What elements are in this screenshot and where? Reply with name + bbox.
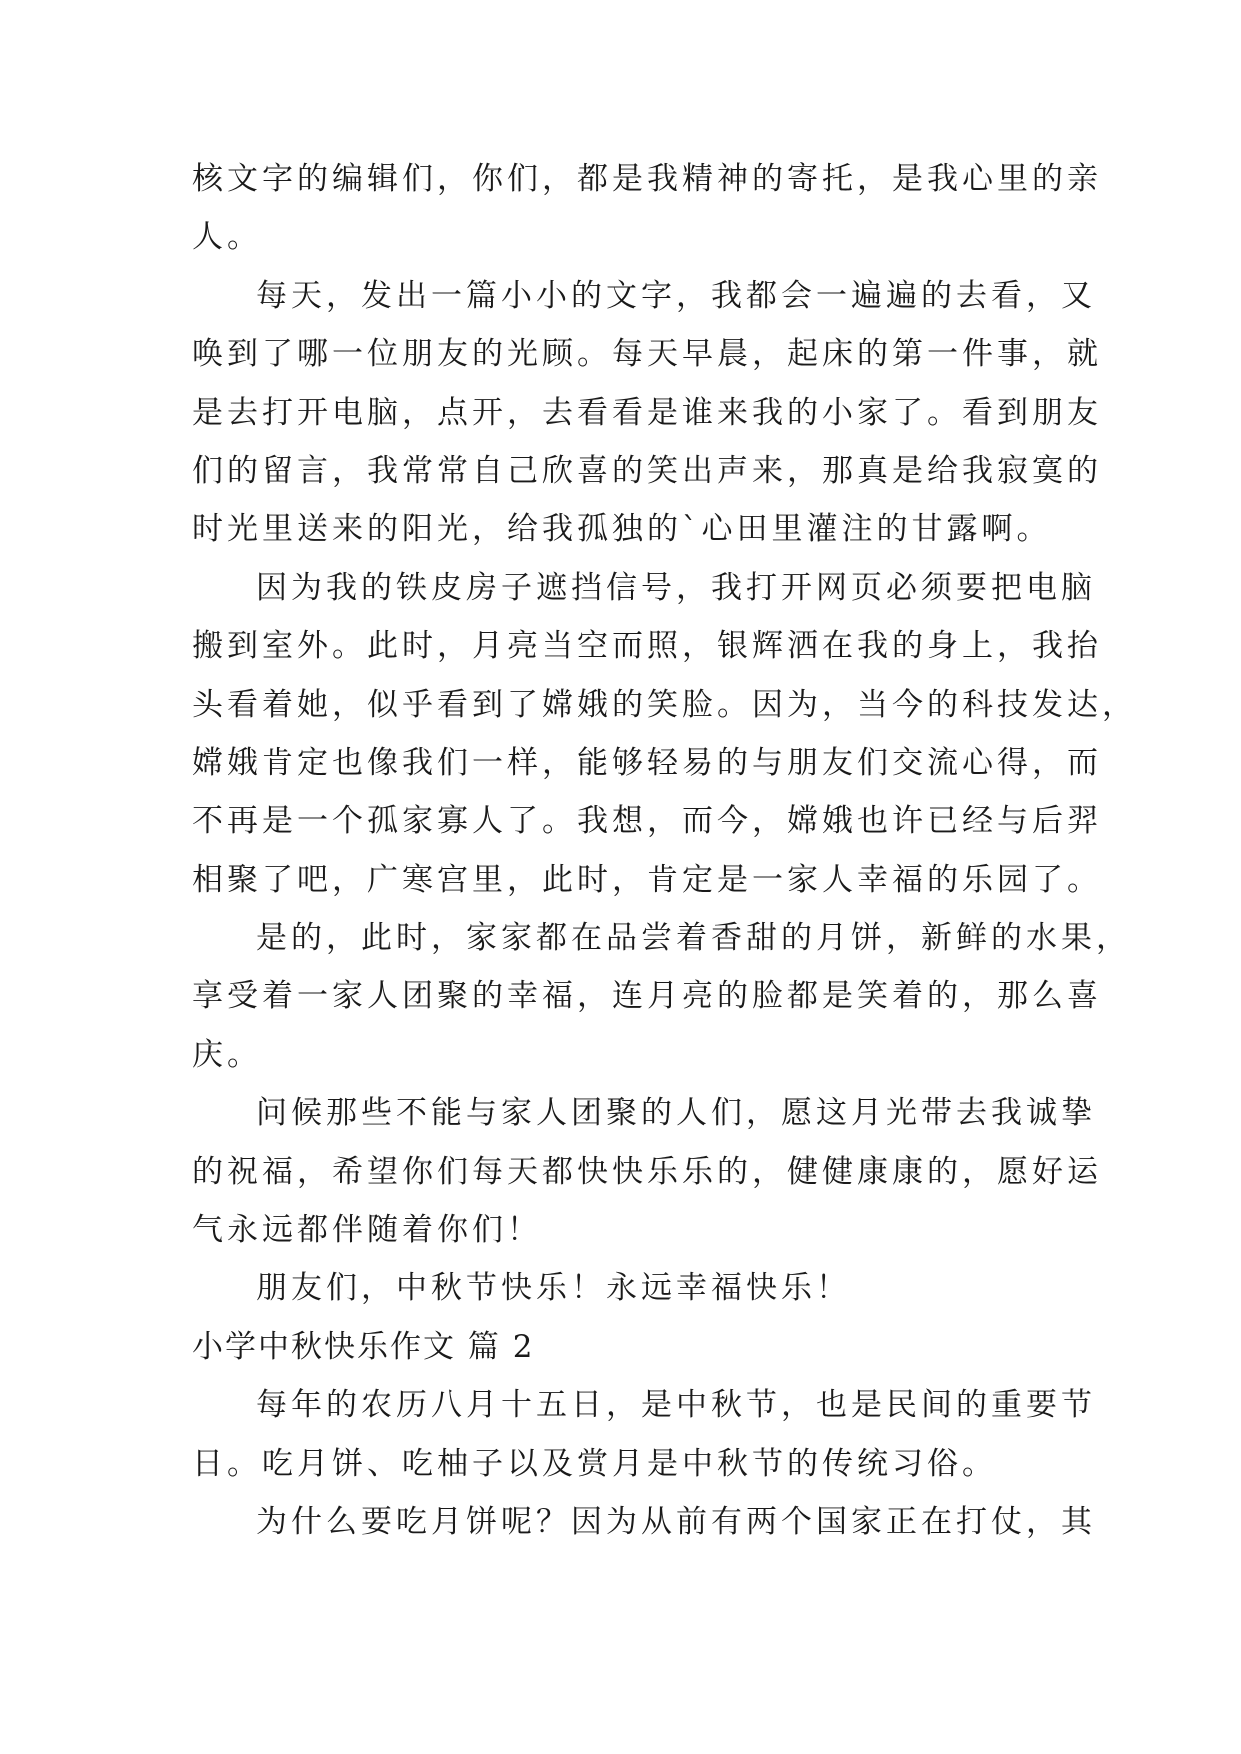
text-line: 的祝福，希望你们每天都快快乐乐的，健健康康的，愿好运 bbox=[192, 1153, 1102, 1190]
paragraph-start-line: 每年的农历八月十五日，是中秋节，也是民间的重要节 bbox=[256, 1387, 1096, 1424]
paragraph-start-line: 朋友们，中秋节快乐！永远幸福快乐！ bbox=[256, 1270, 851, 1307]
text-line: 相聚了吧，广寒宫里，此时，肯定是一家人幸福的乐园了。 bbox=[192, 861, 1102, 898]
text-line: 核文字的编辑们，你们，都是我精神的寄托，是我心里的亲 bbox=[192, 161, 1102, 197]
text-line: 头看着她，似乎看到了嫦娥的笑脸。因为，当今的科技发达， bbox=[192, 686, 1137, 723]
text-line: 气永远都伴随着你们！ bbox=[192, 1212, 542, 1249]
text-line: 人。 bbox=[192, 219, 262, 256]
text-line: 们的留言，我常常自己欣喜的笑出声来，那真是给我寂寞的 bbox=[192, 452, 1102, 489]
document-page bbox=[192, 150, 1137, 1551]
section-heading: 小学中秋快乐作文 篇 2 bbox=[192, 1328, 535, 1365]
paragraph-start-line: 因为我的铁皮房子遮挡信号，我打开网页必须要把电脑 bbox=[256, 569, 1096, 606]
text-line: 嫦娥肯定也像我们一样，能够轻易的与朋友们交流心得，而 bbox=[192, 744, 1102, 781]
paragraph-start-line: 问候那些不能与家人团聚的人们，愿这月光带去我诚挚 bbox=[256, 1095, 1096, 1132]
text-line: 是去打开电脑，点开，去看看是谁来我的小家了。看到朋友 bbox=[192, 394, 1102, 431]
paragraph-start-line: 是的，此时，家家都在品尝着香甜的月饼，新鲜的水果， bbox=[256, 920, 1131, 957]
paragraph-start-line: 每天，发出一篇小小的文字，我都会一遍遍的去看，又 bbox=[256, 277, 1096, 314]
text-line: 享受着一家人团聚的幸福，连月亮的脸都是笑着的，那么喜 bbox=[192, 978, 1102, 1015]
text-line: 不再是一个孤家寡人了。我想，而今，嫦娥也许已经与后羿 bbox=[192, 803, 1102, 840]
text-line: 时光里送来的阳光，给我孤独的`心田里灌注的甘露啊。 bbox=[192, 511, 1052, 548]
text-line: 唤到了哪一位朋友的光顾。每天早晨，起床的第一件事，就 bbox=[192, 336, 1102, 373]
text-line: 搬到室外。此时，月亮当空而照，银辉洒在我的身上，我抬 bbox=[192, 628, 1102, 665]
text-line: 庆。 bbox=[192, 1036, 262, 1073]
text-line: 日。吃月饼、吃柚子以及赏月是中秋节的传统习俗。 bbox=[192, 1445, 997, 1482]
paragraph-start-line: 为什么要吃月饼呢？因为从前有两个国家正在打仗，其 bbox=[256, 1503, 1096, 1540]
